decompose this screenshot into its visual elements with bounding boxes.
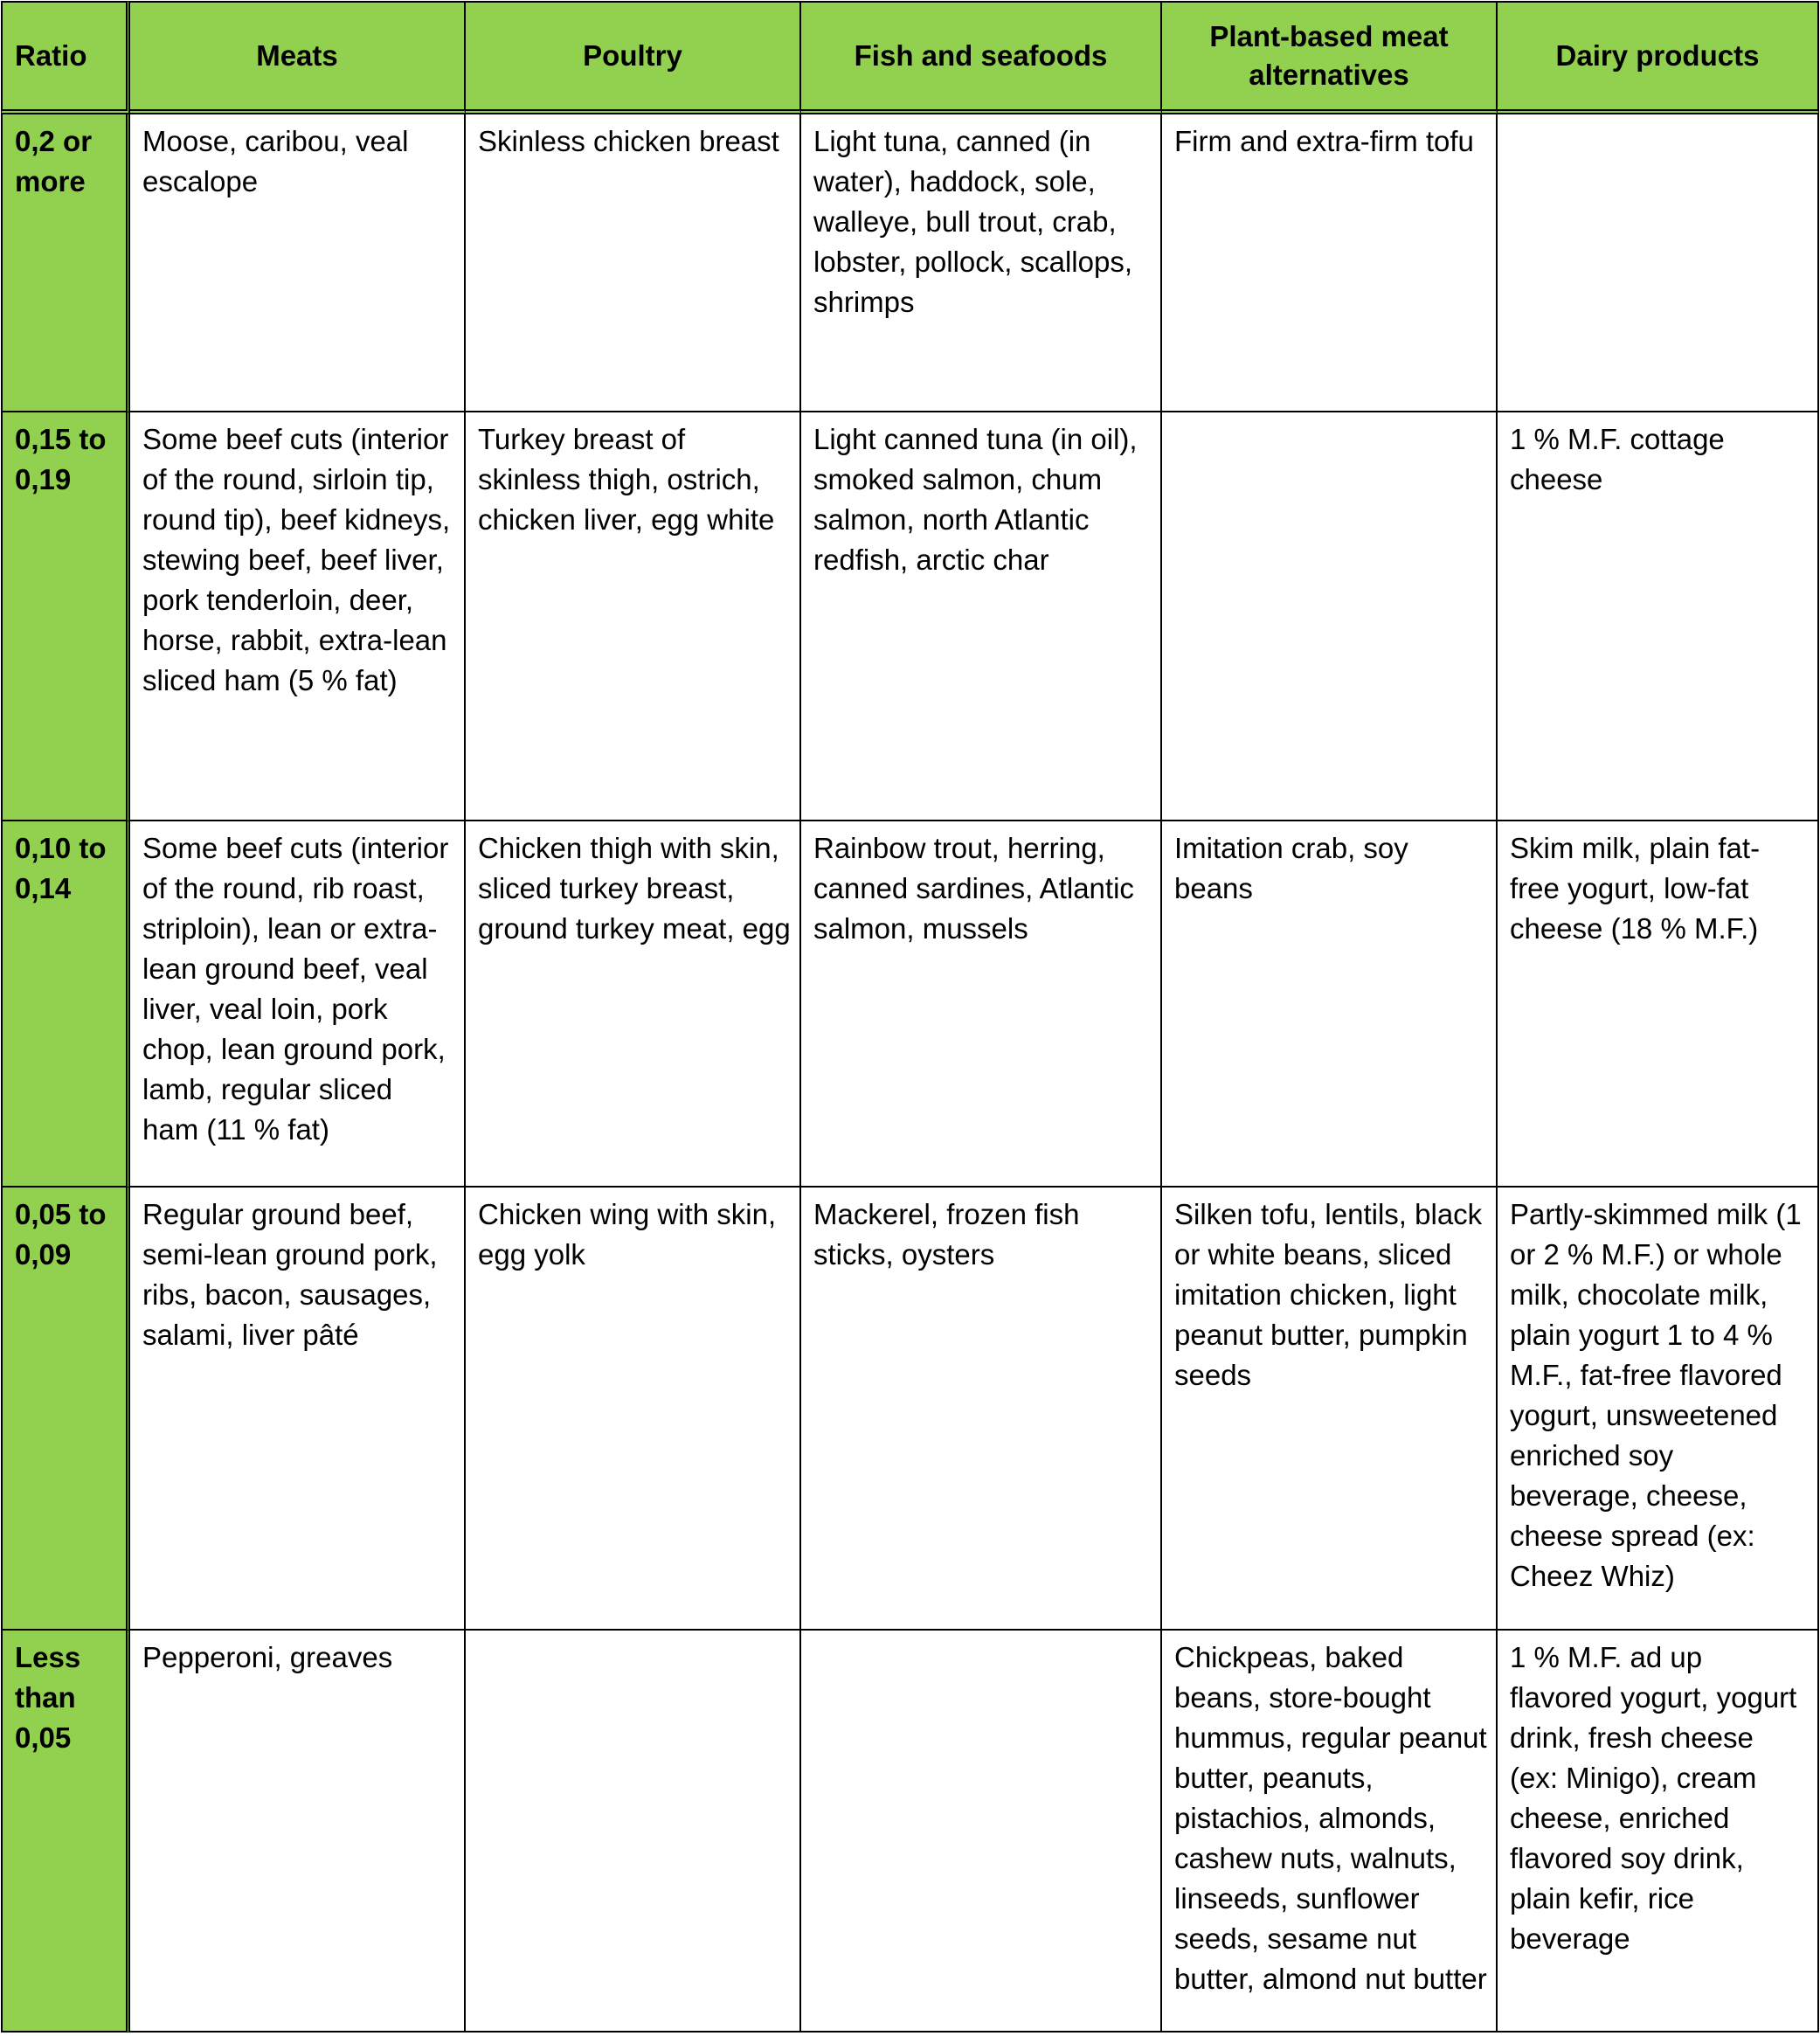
header-plant-label: Plant-based meat alternatives bbox=[1209, 20, 1449, 91]
header-row bbox=[1, 1, 1819, 114]
table-row bbox=[1, 821, 1819, 1188]
fish-text: Mackerel, frozen fish sticks, oysters bbox=[813, 1198, 1080, 1271]
poultry-text: Skinless chicken breast bbox=[478, 125, 779, 157]
ratio-label: 0,2 or more bbox=[15, 125, 93, 197]
dairy-text: Skim milk, plain fat-free yogurt, low-fat cheese (18 % M.F.) bbox=[1510, 832, 1761, 945]
plant-cell bbox=[1162, 821, 1498, 1188]
poultry-text: Chicken wing with skin, egg yolk bbox=[478, 1198, 777, 1271]
dairy-text: 1 % M.F. ad up flavored yogurt, yogurt drink, fresh cheese (ex: Minigo), cream cheese, enriched flavored soy drink, plain kefir, rice beverage bbox=[1510, 1641, 1797, 1955]
ratio-label: Less than 0,05 bbox=[15, 1641, 81, 1754]
meats-cell bbox=[130, 1631, 466, 2033]
fish-text: Light canned tuna (in oil), smoked salmon, chum salmon, north Atlantic redfish, arctic char bbox=[813, 423, 1138, 576]
fish-text: Rainbow trout, herring, canned sardines, Atlantic salmon, mussels bbox=[813, 832, 1134, 945]
meats-text: Pepperoni, greaves bbox=[142, 1641, 393, 1673]
plant-text: Chickpeas, baked beans, store-bought hummus, regular peanut butter, peanuts, pistachios, almonds, cashew nuts, walnuts, linseeds, sunflower seeds, sesame nut butter, almond nut butter bbox=[1174, 1641, 1487, 1995]
poultry-cell bbox=[466, 821, 801, 1188]
dairy-text: Partly-skimmed milk (1 or 2 % M.F.) or whole milk, chocolate milk, plain yogurt 1 to 4 % M.F., fat-free flavored yogurt, unsweetened enriched soy beverage, cheese, cheese spread (ex: Cheez Whiz) bbox=[1510, 1198, 1802, 1592]
header-fish: Fish and seafoods bbox=[801, 1, 1162, 114]
poultry-cell bbox=[466, 412, 801, 821]
ratio-cell bbox=[1, 1188, 130, 1631]
plant-cell bbox=[1162, 1188, 1498, 1631]
poultry-text: Turkey breast of skinless thigh, ostrich, chicken liver, egg white bbox=[478, 423, 775, 536]
table-row bbox=[1, 1631, 1819, 2033]
fish-text: Light tuna, canned (in water), haddock, sole, walleye, bull trout, crab, lobster, pollock, scallops, shrimps bbox=[813, 125, 1133, 318]
poultry-cell bbox=[466, 1188, 801, 1631]
plant-cell bbox=[1162, 412, 1498, 821]
ratio-cell bbox=[1, 821, 130, 1188]
ratio-label: 0,05 to 0,09 bbox=[15, 1198, 107, 1271]
meats-text: Moose, caribou, veal escalope bbox=[142, 125, 409, 197]
ratio-label: 0,10 to 0,14 bbox=[15, 832, 107, 904]
fish-cell bbox=[801, 1631, 1162, 2033]
ratio-label: 0,15 to 0,19 bbox=[15, 423, 107, 495]
dairy-cell bbox=[1498, 821, 1819, 1188]
dairy-cell bbox=[1498, 114, 1819, 412]
fish-cell bbox=[801, 412, 1162, 821]
plant-text: Silken tofu, lentils, black or white beans, sliced imitation chicken, light peanut butter, pumpkin seeds bbox=[1174, 1198, 1483, 1391]
table-row bbox=[1, 412, 1819, 821]
meats-text: Some beef cuts (interior of the round, rib roast, striploin), lean or extra-lean ground beef, veal liver, veal loin, pork chop, lean ground pork, lamb, regular sliced ham (11 % fat) bbox=[142, 832, 449, 1146]
fish-cell bbox=[801, 114, 1162, 412]
food-ratio-table bbox=[1, 1, 1819, 2033]
plant-cell bbox=[1162, 1631, 1498, 2033]
header-meats: Meats bbox=[130, 1, 466, 114]
ratio-cell bbox=[1, 412, 130, 821]
header-ratio: Ratio bbox=[1, 1, 130, 114]
plant-cell bbox=[1162, 114, 1498, 412]
meats-cell bbox=[130, 1188, 466, 1631]
header-poultry: Poultry bbox=[466, 1, 801, 114]
meats-cell bbox=[130, 821, 466, 1188]
header-plant bbox=[1162, 1, 1498, 114]
fish-cell bbox=[801, 1188, 1162, 1631]
table-row bbox=[1, 1188, 1819, 1631]
dairy-cell bbox=[1498, 1631, 1819, 2033]
meats-cell bbox=[130, 114, 466, 412]
poultry-cell bbox=[466, 1631, 801, 2033]
fish-cell bbox=[801, 821, 1162, 1188]
meats-text: Some beef cuts (interior of the round, sirloin tip, round tip), beef kidneys, stewing beef, beef liver, pork tenderloin, deer, horse, rabbit, extra-lean sliced ham (5 % fat) bbox=[142, 423, 451, 696]
poultry-text: Chicken thigh with skin, sliced turkey breast, ground turkey meat, egg bbox=[478, 832, 791, 945]
dairy-cell bbox=[1498, 1188, 1819, 1631]
plant-text: Firm and extra-firm tofu bbox=[1174, 125, 1474, 157]
dairy-text: 1 % M.F. cottage cheese bbox=[1510, 423, 1725, 495]
poultry-cell bbox=[466, 114, 801, 412]
table-row bbox=[1, 114, 1819, 412]
meats-cell bbox=[130, 412, 466, 821]
header-dairy: Dairy products bbox=[1498, 1, 1819, 114]
ratio-cell bbox=[1, 114, 130, 412]
meats-text: Regular ground beef, semi-lean ground pork, ribs, bacon, sausages, salami, liver pâté bbox=[142, 1198, 438, 1351]
dairy-cell bbox=[1498, 412, 1819, 821]
ratio-cell bbox=[1, 1631, 130, 2033]
plant-text: Imitation crab, soy beans bbox=[1174, 832, 1408, 904]
